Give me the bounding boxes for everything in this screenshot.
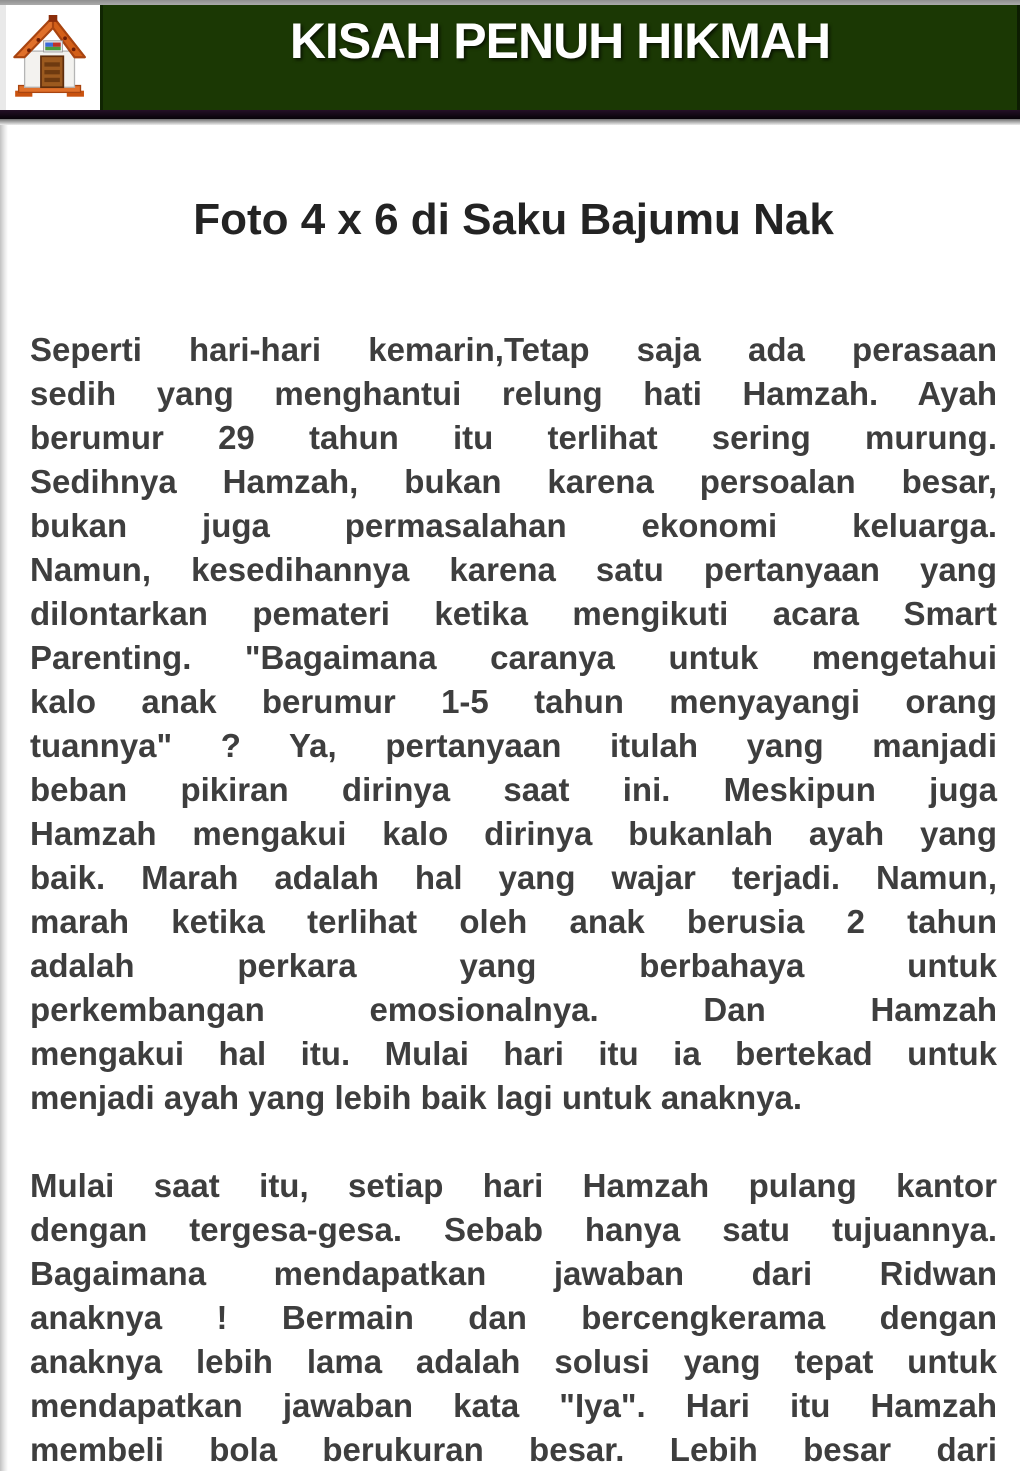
paragraph-line: bukan juga permasalahan ekonomi keluarga. [30, 507, 997, 544]
paragraph-line: Seperti hari-hari kemarin,Tetap saja ada perasaan [30, 331, 997, 368]
header-divider [0, 110, 1020, 119]
paragraph-line: sedih yang menghantui relung hati Hamzah. Ayah [30, 375, 997, 412]
paragraph-line: dilontarkan pemateri ketika mengikuti acara Smart [30, 595, 997, 632]
paragraph-line: anaknya lebih lama adalah solusi yang tepat untuk [30, 1343, 997, 1380]
house-icon [10, 12, 96, 104]
paragraph-line: Sedihnya Hamzah, bukan karena persoalan besar, [30, 463, 997, 500]
paragraph [30, 328, 997, 1120]
paragraph-line: Parenting. "Bagaimana caranya untuk mengetahui [30, 639, 997, 676]
article-scroll-area[interactable] [0, 125, 1020, 1471]
paragraph-line: adalah perkara yang berbahaya untuk [30, 947, 997, 984]
app-header [0, 5, 1020, 110]
header-banner [100, 5, 1020, 110]
app-title: KISAH PENUH HIKMAH [289, 13, 831, 69]
article-body [30, 328, 997, 1471]
paragraph [30, 1164, 997, 1471]
paragraph-line: mendapatkan jawaban kata "Iya". Hari itu Hamzah [30, 1387, 997, 1424]
paragraph-line: Bagaimana mendapatkan jawaban dari Ridwan [30, 1255, 997, 1292]
paragraph-line: kalo anak berumur 1-5 tahun menyayangi orang [30, 683, 997, 720]
paragraph-line: Mulai saat itu, setiap hari Hamzah pulang kantor [30, 1167, 997, 1204]
paragraph-line: membeli bola berukuran besar. Lebih besar dari [30, 1431, 997, 1468]
paragraph-line: baik. Marah adalah hal yang wajar terjadi. Namun, [30, 859, 997, 896]
paragraph-line: menjadi ayah yang lebih baik lagi untuk anaknya. [30, 1079, 803, 1116]
paragraph-line: berumur 29 tahun itu terlihat sering murung. [30, 419, 997, 456]
paragraph-line: anaknya ! Bermain dan bercengkerama dengan [30, 1299, 997, 1336]
article-title: Foto 4 x 6 di Saku Bajumu Nak [193, 195, 834, 244]
paragraph-line: perkembangan emosionalnya. Dan Hamzah [30, 991, 997, 1028]
paragraph-line: mengakui hal itu. Mulai hari itu ia bertekad untuk [30, 1035, 997, 1072]
home-button[interactable] [0, 5, 100, 110]
paragraph-line: Namun, kesedihannya karena satu pertanyaan yang [30, 551, 997, 588]
left-edge-strip [0, 125, 8, 1471]
paragraph-line: dengan tergesa-gesa. Sebab hanya satu tujuannya. [30, 1211, 997, 1248]
paragraph-line: tuannya" ? Ya, pertanyaan itulah yang manjadi [30, 727, 997, 764]
paragraph-line: beban pikiran dirinya saat ini. Meskipun juga [30, 771, 997, 808]
paragraph-line: marah ketika terlihat oleh anak berusia 2 tahun [30, 903, 997, 940]
paragraph-line: Hamzah mengakui kalo dirinya bukanlah ayah yang [30, 815, 997, 852]
